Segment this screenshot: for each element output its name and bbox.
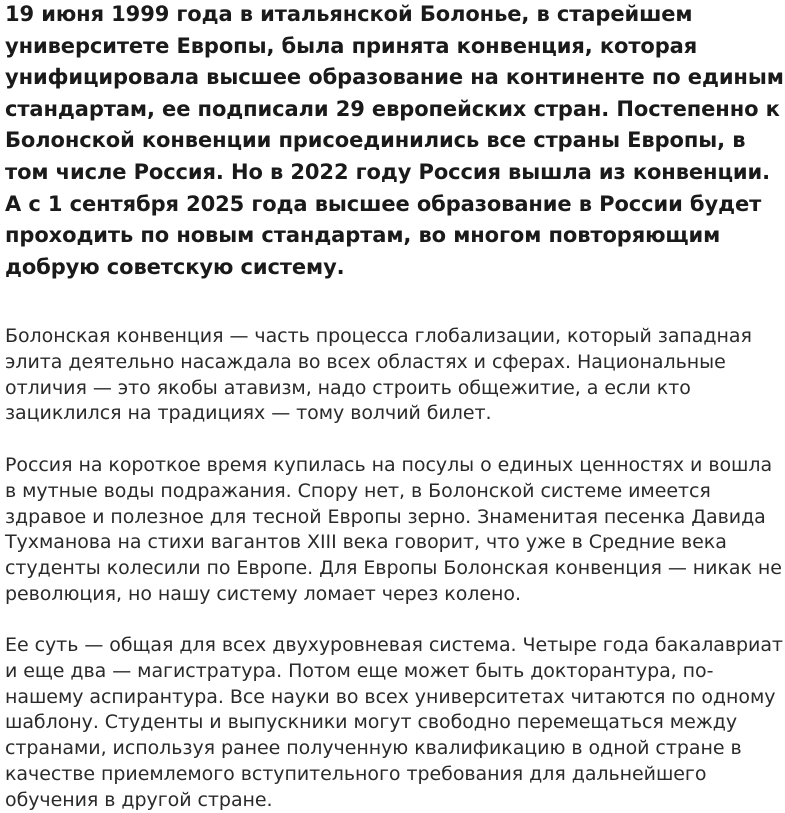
- paragraph-spacer: [5, 607, 785, 633]
- article-paragraph-3: Ее суть — общая для всех двухуровневая система. Четыре года бакалавриат и еще два — магистратура. Потом еще может быть докторантура, по-нашему аспирантура. Все науки во всех университетах читаются по одному шаблону. Студенты и выпускники могут свободно перемещаться между странами, используя ранее полученную квалификацию в одной стране в качестве приемлемого вступительного требования для дальнейшего обучения в другой стране.: [5, 634, 783, 811]
- article-paragraph-2: Россия на короткое время купилась на посулы о единых ценностях и вошла в мутные воды подражания. Спору нет, в Болонской системе имеется здравое и полезное для тесной Европы зерно. Знаменитая песенка Давида Тухманова на стихи вагантов XIII века говорит, что уже в Средние века студенты колесили по Европе. Для Европы Болонская конвенция — никак не революция, но нашу систему ломает через колено.: [5, 454, 782, 605]
- paragraph-spacer: [5, 427, 785, 453]
- article-paragraph-1: Болонская конвенция — часть процесса глобализации, который западная элита деятельно насаждала во всех областях и сферах. Национальные отличия — это якобы атавизм, надо строить общежитие, а если кто зациклился на традициях — тому волчий билет.: [5, 325, 752, 425]
- paragraph-spacer: [5, 284, 785, 324]
- article-lead: 19 июня 1999 года в итальянской Болонье, в старейшем университете Европы, была принята конвенция, которая унифицировала высшее образование на континенте по единым стандартам, ее подписали 29 европейских стран. Постепенно к Болонской конвенции присоединились все страны Европы, в том числе Россия. Но в 2022 году Россия вышла из конвенции. А с 1 сентября 2025 года высшее образование в России будет проходить по новым стандартам, во многом повторяющим добрую советскую систему.: [5, 2, 784, 279]
